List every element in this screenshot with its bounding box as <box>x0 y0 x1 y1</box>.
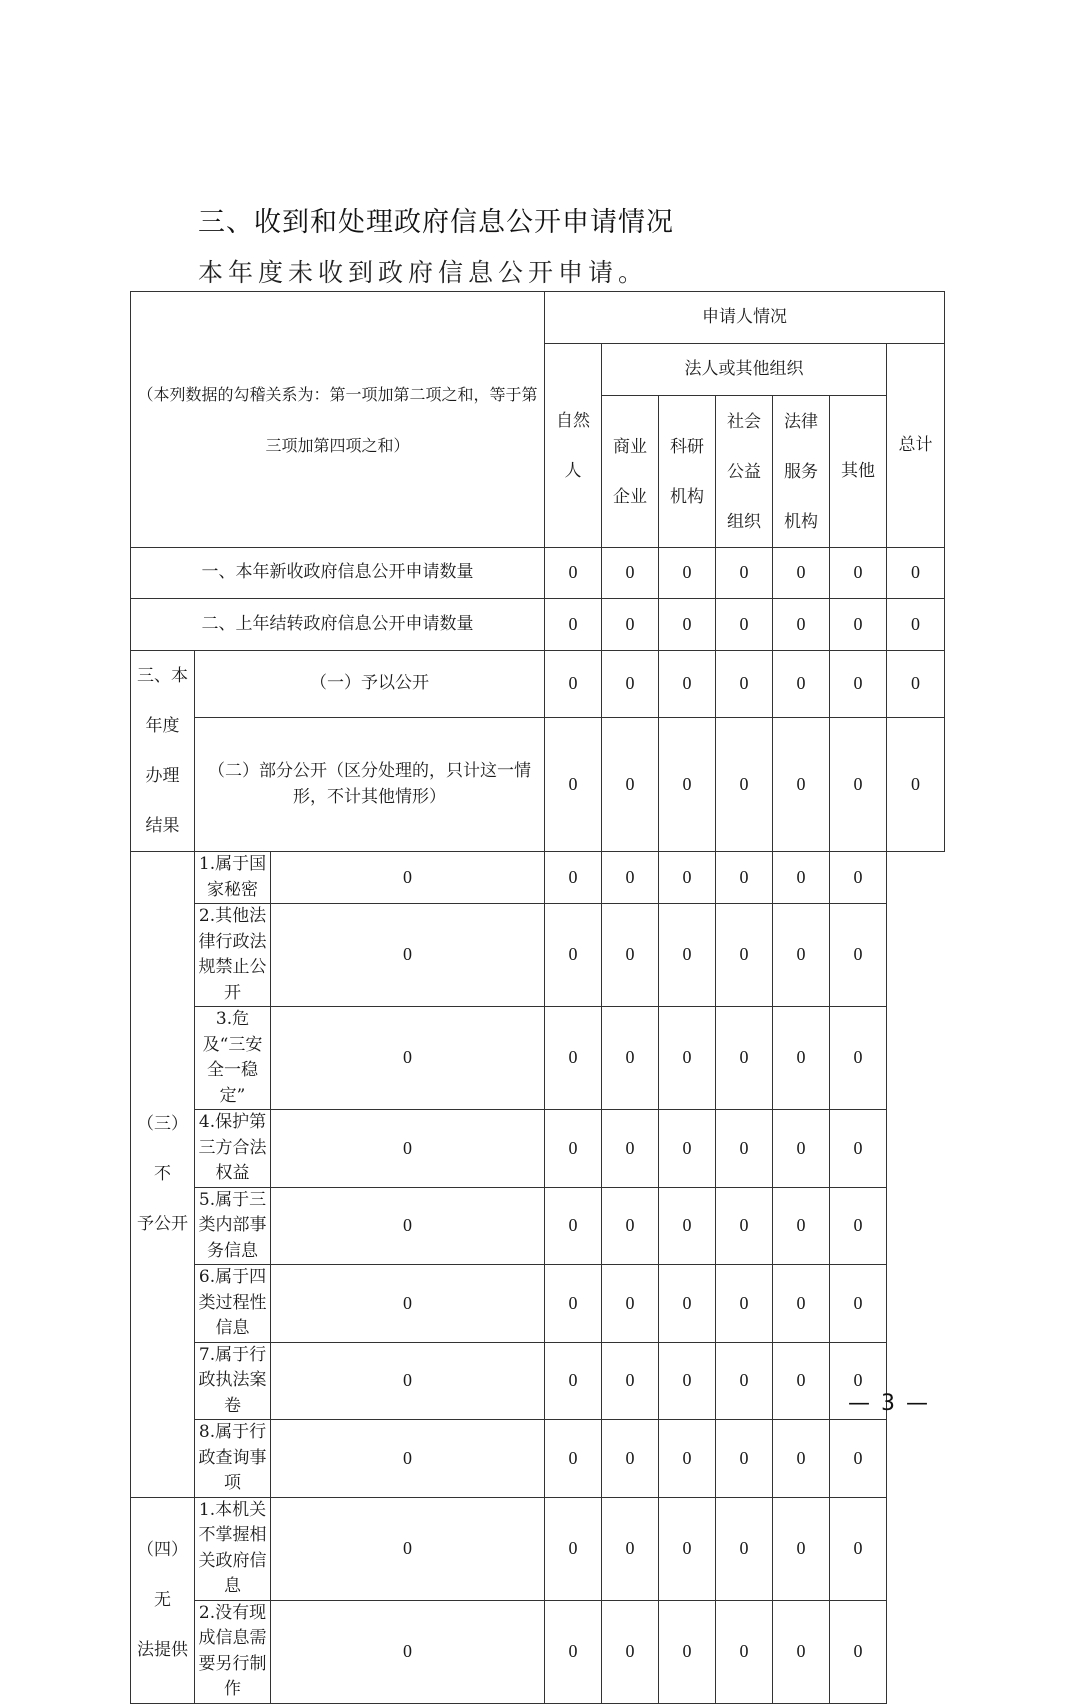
cell-value: 0 <box>830 1420 887 1498</box>
cell-value: 0 <box>602 1342 659 1420</box>
table-row <box>131 1187 945 1265</box>
cell-value: 0 <box>659 599 716 651</box>
cell-value: 0 <box>271 1187 545 1265</box>
cell-value: 0 <box>716 1420 773 1498</box>
table-row <box>131 1342 945 1420</box>
cell-value: 0 <box>659 1497 716 1600</box>
cell-value: 0 <box>716 1007 773 1110</box>
cell-value: 0 <box>271 1420 545 1498</box>
cell-value: 0 <box>602 904 659 1007</box>
table-row <box>131 1420 945 1498</box>
cell-value: 0 <box>716 718 773 852</box>
cell-value: 0 <box>773 1497 830 1600</box>
cell-value: 0 <box>271 1110 545 1188</box>
cell-value: 0 <box>545 1265 602 1343</box>
cell-value: 0 <box>271 852 545 904</box>
table-row <box>131 852 945 904</box>
header-natural-person: 自然 人 <box>545 344 602 548</box>
row-label: 1.本机关不掌握相关政府信息 <box>195 1497 271 1600</box>
row-label: （二）部分公开（区分处理的，只计这一情形，不计其他情形） <box>195 718 545 852</box>
table-row <box>131 1600 945 1703</box>
cell-value: 0 <box>545 599 602 651</box>
cell-value: 0 <box>830 852 887 904</box>
cell-value: 0 <box>602 718 659 852</box>
cell-value: 0 <box>773 1007 830 1110</box>
page-number: — 3 — <box>848 1391 930 1416</box>
cell-value: 0 <box>830 1600 887 1703</box>
row-label: 8.属于行政查询事项 <box>195 1420 271 1498</box>
cell-value: 0 <box>602 1420 659 1498</box>
cell-value: 0 <box>773 1342 830 1420</box>
cell-value: 0 <box>545 1420 602 1498</box>
disclosure-application-table <box>130 291 945 1704</box>
cell-value: 0 <box>773 1420 830 1498</box>
cell-value: 0 <box>545 1007 602 1110</box>
row-label: 7.属于行政执法案卷 <box>195 1342 271 1420</box>
cell-value: 0 <box>830 651 887 718</box>
header-org-col: 科研 机构 <box>659 396 716 548</box>
section-title: 三、收到和处理政府信息公开申请情况 <box>198 207 674 238</box>
cell-value: 0 <box>716 651 773 718</box>
cell-value: 0 <box>773 718 830 852</box>
cell-value: 0 <box>830 718 887 852</box>
cell-value: 0 <box>830 548 887 599</box>
cell-value: 0 <box>271 1600 545 1703</box>
table-row <box>131 904 945 1007</box>
cell-value: 0 <box>659 1187 716 1265</box>
cell-value: 0 <box>716 852 773 904</box>
cell-value: 0 <box>602 1600 659 1703</box>
cell-value: 0 <box>830 599 887 651</box>
cell-value: 0 <box>271 1497 545 1600</box>
cell-value: 0 <box>271 1342 545 1420</box>
cell-value: 0 <box>830 1110 887 1188</box>
cell-value: 0 <box>773 1110 830 1188</box>
cell-value: 0 <box>659 1265 716 1343</box>
row-label: 6.属于四类过程性信息 <box>195 1265 271 1343</box>
cell-value: 0 <box>830 1265 887 1343</box>
table-row <box>131 1110 945 1188</box>
table-row <box>131 1497 945 1600</box>
row-label: 3.危及“三安全一稳定” <box>195 1007 271 1110</box>
cell-value: 0 <box>659 651 716 718</box>
note-text: （本列数据的勾稽关系为：第一项加第二项之和，等于第三项加第四项之和） <box>137 384 538 455</box>
cell-value: 0 <box>773 599 830 651</box>
cell-value: 0 <box>545 548 602 599</box>
cell-value: 0 <box>887 548 945 599</box>
cell-value: 0 <box>716 1600 773 1703</box>
cell-value: 0 <box>830 1187 887 1265</box>
row-label: 5.属于三类内部事务信息 <box>195 1187 271 1265</box>
row-label: 一、本年新收政府信息公开申请数量 <box>131 548 545 599</box>
cell-value: 0 <box>659 904 716 1007</box>
table-row <box>131 548 945 599</box>
header-legal-group: 法人或其他组织 <box>602 344 887 396</box>
table-row <box>131 718 945 852</box>
cell-value: 0 <box>887 718 945 852</box>
cell-value: 0 <box>659 1420 716 1498</box>
row-label: 4.保护第三方合法权益 <box>195 1110 271 1188</box>
header-org-col: 其他 <box>830 396 887 548</box>
header-applicant: 申请人情况 <box>545 292 945 344</box>
cell-value: 0 <box>773 651 830 718</box>
cell-value: 0 <box>716 1187 773 1265</box>
cell-value: 0 <box>830 904 887 1007</box>
cell-value: 0 <box>659 548 716 599</box>
cell-value: 0 <box>602 1497 659 1600</box>
cell-value: 0 <box>773 852 830 904</box>
cell-value: 0 <box>602 548 659 599</box>
cell-value: 0 <box>602 651 659 718</box>
cell-value: 0 <box>545 1600 602 1703</box>
row-label: 2.其他法律行政法规禁止公开 <box>195 904 271 1007</box>
cell-value: 0 <box>602 1187 659 1265</box>
cell-value: 0 <box>773 1600 830 1703</box>
cell-value: 0 <box>545 651 602 718</box>
table-row <box>131 1265 945 1343</box>
group-cannot-provide-label: （四）无 法提供 <box>131 1497 195 1703</box>
cell-value: 0 <box>659 852 716 904</box>
cell-value: 0 <box>830 1497 887 1600</box>
cell-value: 0 <box>602 1110 659 1188</box>
cell-value: 0 <box>602 1007 659 1110</box>
cell-value: 0 <box>545 718 602 852</box>
header-org-col: 商业 企业 <box>602 396 659 548</box>
cell-value: 0 <box>545 1342 602 1420</box>
header-total: 总计 <box>887 344 945 548</box>
cell-value: 0 <box>545 1110 602 1188</box>
row-label: （一）予以公开 <box>195 651 545 718</box>
cell-value: 0 <box>659 718 716 852</box>
cell-value: 0 <box>271 904 545 1007</box>
cell-value: 0 <box>659 1342 716 1420</box>
group-result-label: 三、本 年度 办理 结果 <box>131 651 195 852</box>
cell-value: 0 <box>716 548 773 599</box>
row-label: 2.没有现成信息需要另行制作 <box>195 1600 271 1703</box>
cell-value: 0 <box>602 1265 659 1343</box>
cell-value: 0 <box>716 1265 773 1343</box>
cell-value: 0 <box>773 1265 830 1343</box>
cell-value: 0 <box>545 1187 602 1265</box>
cell-value: 0 <box>602 852 659 904</box>
cell-value: 0 <box>830 1342 887 1420</box>
cell-value: 0 <box>716 1110 773 1188</box>
cell-value: 0 <box>659 1007 716 1110</box>
cell-value: 0 <box>659 1110 716 1188</box>
cell-value: 0 <box>602 599 659 651</box>
cell-value: 0 <box>887 651 945 718</box>
row-label: 二、上年结转政府信息公开申请数量 <box>131 599 545 651</box>
header-org-col: 社会 公益 组织 <box>716 396 773 548</box>
cell-value: 0 <box>716 1342 773 1420</box>
table-row <box>131 599 945 651</box>
cell-value: 0 <box>271 1265 545 1343</box>
group-not-disclose-label: （三）不 予公开 <box>131 852 195 1498</box>
cell-value: 0 <box>271 1007 545 1110</box>
row-label: 1.属于国家秘密 <box>195 852 271 904</box>
cell-value: 0 <box>545 1497 602 1600</box>
cell-value: 0 <box>545 904 602 1007</box>
cell-value: 0 <box>830 1007 887 1110</box>
cell-value: 0 <box>545 852 602 904</box>
cell-value: 0 <box>659 1600 716 1703</box>
cell-value: 0 <box>716 1497 773 1600</box>
table-row <box>131 1007 945 1110</box>
table-note <box>131 292 545 548</box>
cell-value: 0 <box>773 904 830 1007</box>
table-row <box>131 651 945 718</box>
cell-value: 0 <box>716 904 773 1007</box>
cell-value: 0 <box>773 1187 830 1265</box>
cell-value: 0 <box>887 599 945 651</box>
header-org-col: 法律 服务 机构 <box>773 396 830 548</box>
intro-text: 本年度未收到政府信息公开申请。 <box>198 258 649 287</box>
cell-value: 0 <box>716 599 773 651</box>
cell-value: 0 <box>773 548 830 599</box>
